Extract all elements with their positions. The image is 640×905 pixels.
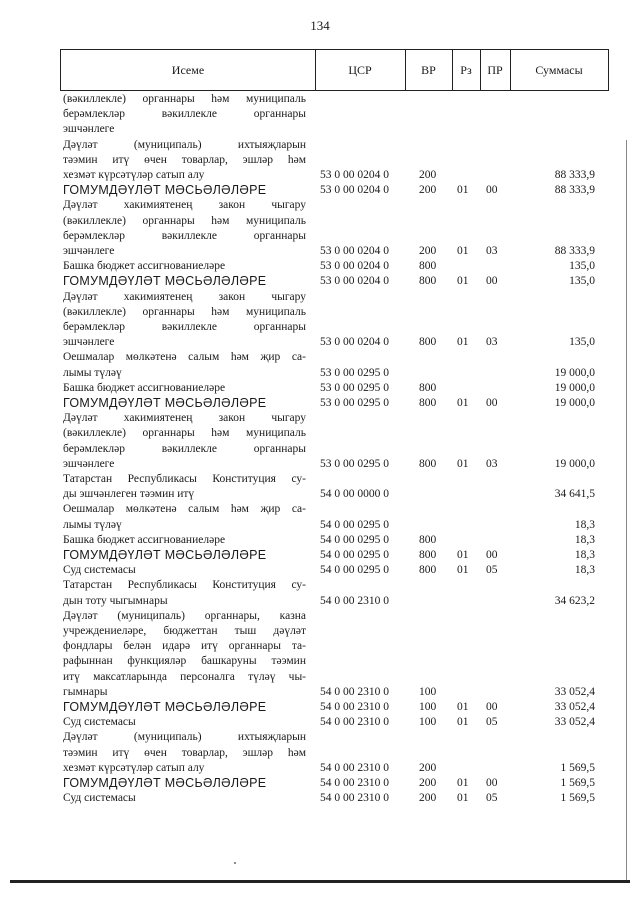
row-csr: 54 0 00 2310 0 [320, 761, 389, 774]
row-rz: 01 [457, 245, 469, 257]
row-csr: 54 0 00 2310 0 [320, 685, 389, 698]
row-pr: 00 [486, 701, 498, 713]
row-sum: 88 333,9 [554, 245, 595, 257]
row-name: Дәүләт (муниципаль) ихтыяҗларын [63, 138, 306, 151]
row-pr: 00 [486, 275, 498, 288]
row-name: Оешмалар мөлкәтенә салым һәм җир са- [63, 351, 306, 364]
header-name: Исеме [171, 63, 205, 77]
row-sum: 1 569,5 [560, 777, 595, 789]
row-name: (вәкиллекле) органнары һәм муниципаль [63, 93, 306, 105]
row-name: итү максатларында персоналга түләү чы- [63, 670, 306, 683]
row-name: Суд системасы [63, 564, 136, 577]
row-vr: 200 [419, 245, 437, 257]
row-vr: 800 [419, 336, 437, 349]
row-vr: 200 [419, 777, 437, 789]
row-name: Дәүләт хакимиятенең закон чыгару [63, 290, 306, 303]
row-pr: 00 [486, 549, 498, 561]
row-name: (вәкиллекле) органнары һәм муниципаль [63, 214, 306, 227]
row-name: фондлары белән идарә итү органнары та- [63, 640, 306, 653]
row-name: ды эшчәнлеген тәэмин итү [63, 488, 195, 501]
row-vr: 800 [419, 457, 437, 470]
row-name: (вәкиллекле) органнары һәм муниципаль [63, 427, 306, 440]
row-rz: 01 [457, 184, 469, 197]
row-csr: 54 0 00 2310 0 [320, 777, 389, 789]
row-rz: 01 [457, 716, 469, 729]
scan-speck [234, 862, 236, 864]
row-name: Оешмалар мөлкәтенә салым һәм җир са- [63, 503, 306, 516]
row-sum: 34 641,5 [554, 488, 595, 501]
row-name: ГОМУМДӘҮЛӘТ МӘСЬӘЛӘЛӘРЕ [63, 396, 267, 410]
page-number: 134 [310, 18, 330, 33]
row-csr: 53 0 00 0295 0 [320, 457, 389, 470]
row-csr: 53 0 00 0204 0 [320, 275, 389, 288]
row-name: берәмлекләр вәкиллекле органнары [63, 108, 306, 121]
header-csr: ЦСР [348, 63, 372, 77]
row-name: Татарстан Республикасы Конституция су- [63, 579, 306, 592]
row-sum: 18,3 [574, 533, 595, 546]
row-name: эшчәнлеге [63, 336, 115, 349]
row-pr: 00 [486, 397, 498, 409]
row-vr: 800 [419, 533, 437, 546]
row-pr: 03 [486, 457, 498, 470]
row-rz: 01 [457, 701, 469, 713]
row-name: Дәүләт хакимиятенең закон чыгару [63, 199, 306, 212]
row-name: Башка бюджет ассигнованиеләре [63, 381, 226, 394]
row-name: рафыннан функцияләр башкаруны тәэмин [63, 655, 306, 668]
row-name: берәмлекләр вәкиллекле органнары [63, 321, 306, 333]
row-vr: 800 [419, 275, 437, 288]
table-header [60, 49, 609, 91]
row-name: ГОМУМДӘҮЛӘТ МӘСЬӘЛӘЛӘРЕ [63, 700, 267, 714]
row-name: Дәүләт хакимиятенең закон чыгару [63, 412, 306, 425]
row-rz: 01 [457, 275, 469, 288]
row-csr: 54 0 00 0295 0 [320, 518, 389, 531]
row-csr: 54 0 00 2310 0 [320, 701, 389, 713]
row-name: эшчәнлеге [63, 245, 115, 257]
row-name: лымы түләү [63, 366, 122, 379]
row-sum: 33 052,4 [554, 701, 595, 713]
row-name: Башка бюджет ассигнованиеләре [63, 533, 226, 546]
row-name: ГОМУМДӘҮЛӘТ МӘСЬӘЛӘЛӘРЕ [63, 183, 267, 198]
header-pr: ПР [487, 63, 503, 77]
row-pr: 05 [486, 716, 498, 729]
header-vr: ВР [421, 63, 436, 77]
row-name: ГОМУМДӘҮЛӘТ МӘСЬӘЛӘЛӘРЕ [63, 548, 267, 562]
row-pr: 05 [486, 792, 498, 805]
row-sum: 19 000,0 [554, 366, 595, 379]
scan-edge [626, 140, 627, 880]
row-csr: 53 0 00 0204 0 [320, 169, 389, 181]
row-sum: 33 052,4 [554, 716, 595, 729]
row-sum: 19 000,0 [554, 457, 595, 470]
row-name: берәмлекләр вәкиллекле органнары [63, 229, 306, 242]
row-vr: 100 [419, 716, 437, 729]
row-name: учреждениеләре, бюджеттан тыш дәүләт [63, 625, 306, 637]
row-csr: 53 0 00 0204 0 [320, 260, 389, 273]
row-name: ГОМУМДӘҮЛӘТ МӘСЬӘЛӘЛӘРЕ [63, 776, 267, 790]
row-vr: 800 [419, 260, 437, 273]
row-name: Башка бюджет ассигнованиеләре [63, 260, 226, 273]
row-name: Дәүләт (муниципаль) органнары, казна [63, 609, 306, 622]
row-csr: 54 0 00 0295 0 [320, 564, 389, 577]
row-name: Дәүләт (муниципаль) ихтыяҗларын [63, 731, 306, 744]
row-sum: 135,0 [569, 275, 595, 288]
row-csr: 54 0 00 2310 0 [320, 594, 389, 607]
row-vr: 200 [419, 184, 437, 197]
row-sum: 18,3 [574, 564, 595, 577]
row-sum: 88 333,9 [554, 184, 595, 197]
row-name: эшчәнлеге [63, 457, 115, 470]
row-vr: 800 [419, 549, 437, 561]
row-vr: 800 [419, 381, 437, 394]
row-vr: 200 [419, 792, 437, 805]
row-vr: 100 [419, 685, 437, 698]
header-rz: Рз [460, 63, 472, 77]
header-sum: Суммасы [535, 63, 583, 77]
row-rz: 01 [457, 549, 469, 561]
row-rz: 01 [457, 397, 469, 409]
row-csr: 53 0 00 0204 0 [320, 245, 389, 257]
row-rz: 01 [457, 777, 469, 789]
row-csr: 54 0 00 2310 0 [320, 716, 389, 729]
row-name: дын тоту чыгымнары [63, 594, 168, 607]
row-csr: 54 0 00 0000 0 [320, 488, 389, 501]
row-pr: 03 [486, 245, 498, 257]
row-csr: 53 0 00 0204 0 [320, 184, 389, 197]
row-name: эшчәнлеге [63, 123, 115, 136]
row-name: Суд системасы [63, 792, 136, 805]
row-name: берәмлекләр вәкиллекле органнары [63, 442, 306, 455]
row-name: Суд системасы [63, 716, 136, 729]
row-csr: 53 0 00 0295 0 [320, 366, 389, 379]
row-vr: 800 [419, 397, 437, 409]
row-sum: 33 052,4 [554, 685, 595, 698]
row-name: лымы түләү [63, 518, 122, 531]
row-vr: 200 [419, 169, 437, 181]
row-vr: 800 [419, 564, 437, 577]
row-csr: 53 0 00 0295 0 [320, 397, 389, 409]
row-sum: 88 333,9 [554, 169, 595, 181]
row-sum: 34 623,2 [554, 594, 595, 607]
row-name: ГОМУМДӘҮЛӘТ МӘСЬӘЛӘЛӘРЕ [63, 274, 267, 289]
row-csr: 54 0 00 0295 0 [320, 549, 389, 561]
row-csr: 54 0 00 2310 0 [320, 792, 389, 805]
row-pr: 00 [486, 777, 498, 789]
bottom-rule [10, 880, 630, 883]
row-sum: 18,3 [574, 549, 595, 561]
row-name: хезмәт күрсәтүләр сатып алу [63, 761, 205, 774]
row-rz: 01 [457, 792, 469, 805]
row-name: Татарстан Республикасы Конституция су- [63, 473, 306, 485]
row-csr: 53 0 00 0204 0 [320, 336, 389, 349]
row-name: тәэмин итү өчен товарлар, эшләр һәм [63, 746, 306, 759]
row-sum: 135,0 [569, 336, 595, 349]
row-pr: 00 [486, 184, 498, 197]
row-name: тәэмин итү өчен товарлар, эшләр һәм [63, 153, 306, 166]
row-rz: 01 [457, 564, 469, 577]
row-pr: 03 [486, 336, 498, 349]
row-rz: 01 [457, 457, 469, 470]
row-name: гымнары [63, 685, 108, 698]
row-sum: 18,3 [574, 518, 595, 531]
row-vr: 100 [419, 701, 437, 713]
row-pr: 05 [486, 564, 498, 577]
row-sum: 1 569,5 [560, 792, 595, 805]
row-csr: 54 0 00 0295 0 [320, 533, 389, 546]
row-name: (вәкиллекле) органнары һәм муниципаль [63, 305, 306, 318]
row-rz: 01 [457, 336, 469, 349]
row-sum: 19 000,0 [554, 397, 595, 409]
row-sum: 19 000,0 [554, 381, 595, 394]
row-name: хезмәт күрсәтүләр сатып алу [63, 169, 205, 181]
row-sum: 1 569,5 [560, 761, 595, 774]
row-sum: 135,0 [569, 260, 595, 273]
row-csr: 53 0 00 0295 0 [320, 381, 389, 394]
row-vr: 200 [419, 761, 437, 774]
